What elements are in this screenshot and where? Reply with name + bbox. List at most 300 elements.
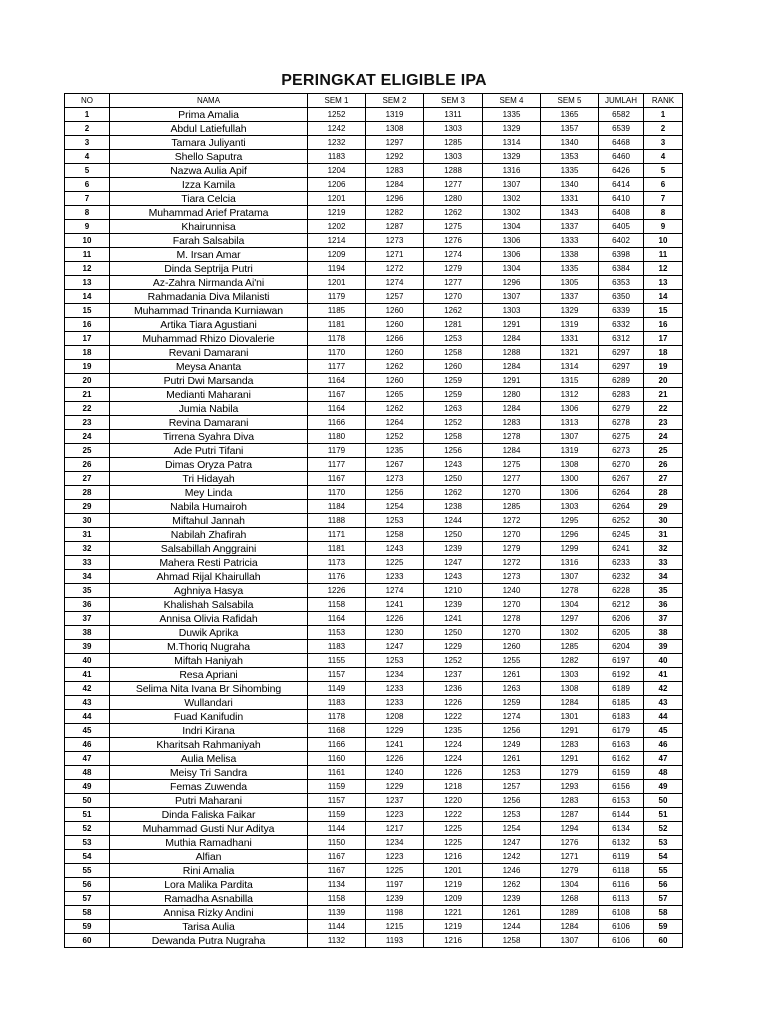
- cell-sem4: 1246: [483, 864, 541, 878]
- cell-sem3: 1219: [424, 878, 483, 892]
- cell-sem5: 1289: [541, 906, 599, 920]
- cell-sem5: 1302: [541, 626, 599, 640]
- cell-sem2: 1226: [366, 752, 424, 766]
- cell-no: 58: [65, 906, 110, 920]
- cell-no: 37: [65, 612, 110, 626]
- cell-nama: Muhammad Arief Pratama: [110, 206, 308, 220]
- header-sem1: SEM 1: [308, 94, 366, 108]
- cell-rank: 56: [644, 878, 683, 892]
- cell-sem1: 1180: [308, 430, 366, 444]
- cell-jumlah: 6206: [599, 612, 644, 626]
- cell-jumlah: 6384: [599, 262, 644, 276]
- cell-rank: 21: [644, 388, 683, 402]
- cell-jumlah: 6205: [599, 626, 644, 640]
- cell-sem3: 1250: [424, 472, 483, 486]
- table-row: [65, 542, 683, 556]
- cell-rank: 22: [644, 402, 683, 416]
- cell-sem3: 1239: [424, 598, 483, 612]
- cell-rank: 7: [644, 192, 683, 206]
- cell-no: 55: [65, 864, 110, 878]
- cell-no: 31: [65, 528, 110, 542]
- cell-sem2: 1253: [366, 514, 424, 528]
- cell-jumlah: 6468: [599, 136, 644, 150]
- cell-sem4: 1258: [483, 934, 541, 948]
- cell-no: 11: [65, 248, 110, 262]
- header-rank: RANK: [644, 94, 683, 108]
- cell-sem1: 1164: [308, 402, 366, 416]
- cell-no: 41: [65, 668, 110, 682]
- cell-no: 27: [65, 472, 110, 486]
- table-row: [65, 850, 683, 864]
- cell-rank: 28: [644, 486, 683, 500]
- cell-sem3: 1244: [424, 514, 483, 528]
- table-row: [65, 584, 683, 598]
- cell-no: 15: [65, 304, 110, 318]
- cell-rank: 23: [644, 416, 683, 430]
- cell-nama: Dimas Oryza Patra: [110, 458, 308, 472]
- cell-sem2: 1256: [366, 486, 424, 500]
- cell-no: 1: [65, 108, 110, 122]
- cell-no: 7: [65, 192, 110, 206]
- cell-no: 6: [65, 178, 110, 192]
- table-row: [65, 696, 683, 710]
- cell-sem5: 1307: [541, 934, 599, 948]
- cell-sem3: 1219: [424, 920, 483, 934]
- table-row: [65, 528, 683, 542]
- cell-rank: 24: [644, 430, 683, 444]
- cell-sem4: 1262: [483, 878, 541, 892]
- cell-nama: Dinda Septrija Putri: [110, 262, 308, 276]
- cell-sem2: 1208: [366, 710, 424, 724]
- cell-rank: 41: [644, 668, 683, 682]
- cell-rank: 47: [644, 752, 683, 766]
- cell-rank: 29: [644, 500, 683, 514]
- cell-sem5: 1329: [541, 304, 599, 318]
- table-row: [65, 248, 683, 262]
- cell-sem2: 1260: [366, 346, 424, 360]
- cell-nama: Muthia Ramadhani: [110, 836, 308, 850]
- cell-sem5: 1365: [541, 108, 599, 122]
- cell-sem5: 1308: [541, 682, 599, 696]
- cell-nama: Muhammad Trinanda Kurniawan: [110, 304, 308, 318]
- cell-no: 25: [65, 444, 110, 458]
- cell-sem4: 1296: [483, 276, 541, 290]
- cell-jumlah: 6339: [599, 304, 644, 318]
- cell-sem1: 1209: [308, 248, 366, 262]
- cell-jumlah: 6267: [599, 472, 644, 486]
- cell-rank: 17: [644, 332, 683, 346]
- cell-nama: Ramadha Asnabilla: [110, 892, 308, 906]
- cell-rank: 34: [644, 570, 683, 584]
- cell-sem4: 1306: [483, 234, 541, 248]
- table-row: [65, 920, 683, 934]
- cell-sem2: 1273: [366, 472, 424, 486]
- cell-sem5: 1300: [541, 472, 599, 486]
- cell-sem2: 1237: [366, 794, 424, 808]
- cell-nama: Farah Salsabila: [110, 234, 308, 248]
- cell-sem5: 1319: [541, 444, 599, 458]
- cell-sem2: 1240: [366, 766, 424, 780]
- cell-no: 19: [65, 360, 110, 374]
- header-no: NO: [65, 94, 110, 108]
- cell-sem3: 1236: [424, 682, 483, 696]
- cell-sem3: 1280: [424, 192, 483, 206]
- cell-no: 30: [65, 514, 110, 528]
- cell-sem5: 1282: [541, 654, 599, 668]
- cell-nama: Aulia Melisa: [110, 752, 308, 766]
- table-row: [65, 612, 683, 626]
- cell-sem5: 1319: [541, 318, 599, 332]
- cell-nama: Khalishah Salsabila: [110, 598, 308, 612]
- cell-sem1: 1144: [308, 920, 366, 934]
- table-row: [65, 346, 683, 360]
- cell-sem4: 1335: [483, 108, 541, 122]
- cell-nama: Indri Kirana: [110, 724, 308, 738]
- cell-sem5: 1316: [541, 556, 599, 570]
- table-row: [65, 472, 683, 486]
- cell-sem1: 1167: [308, 472, 366, 486]
- cell-rank: 11: [644, 248, 683, 262]
- cell-sem2: 1265: [366, 388, 424, 402]
- cell-jumlah: 6159: [599, 766, 644, 780]
- cell-sem4: 1273: [483, 570, 541, 584]
- cell-jumlah: 6273: [599, 444, 644, 458]
- cell-no: 45: [65, 724, 110, 738]
- cell-nama: Femas Zuwenda: [110, 780, 308, 794]
- table-row: [65, 164, 683, 178]
- cell-jumlah: 6279: [599, 402, 644, 416]
- cell-sem5: 1337: [541, 290, 599, 304]
- cell-sem3: 1247: [424, 556, 483, 570]
- cell-jumlah: 6197: [599, 654, 644, 668]
- cell-jumlah: 6460: [599, 150, 644, 164]
- cell-no: 33: [65, 556, 110, 570]
- cell-rank: 48: [644, 766, 683, 780]
- cell-sem4: 1256: [483, 794, 541, 808]
- cell-sem1: 1184: [308, 500, 366, 514]
- cell-sem2: 1287: [366, 220, 424, 234]
- cell-sem2: 1283: [366, 164, 424, 178]
- cell-no: 47: [65, 752, 110, 766]
- cell-sem5: 1307: [541, 570, 599, 584]
- cell-no: 44: [65, 710, 110, 724]
- cell-no: 8: [65, 206, 110, 220]
- cell-no: 59: [65, 920, 110, 934]
- cell-sem5: 1331: [541, 192, 599, 206]
- cell-nama: Prima Amalia: [110, 108, 308, 122]
- cell-jumlah: 6252: [599, 514, 644, 528]
- cell-rank: 19: [644, 360, 683, 374]
- cell-jumlah: 6185: [599, 696, 644, 710]
- cell-sem4: 1254: [483, 822, 541, 836]
- cell-sem4: 1329: [483, 122, 541, 136]
- cell-nama: Tamara Juliyanti: [110, 136, 308, 150]
- table-row: [65, 416, 683, 430]
- cell-sem3: 1222: [424, 710, 483, 724]
- cell-sem2: 1284: [366, 178, 424, 192]
- cell-rank: 20: [644, 374, 683, 388]
- cell-sem3: 1279: [424, 262, 483, 276]
- cell-sem4: 1272: [483, 556, 541, 570]
- cell-sem1: 1161: [308, 766, 366, 780]
- cell-jumlah: 6228: [599, 584, 644, 598]
- table-row: [65, 332, 683, 346]
- cell-sem2: 1243: [366, 542, 424, 556]
- cell-sem2: 1230: [366, 626, 424, 640]
- cell-sem3: 1285: [424, 136, 483, 150]
- cell-sem4: 1239: [483, 892, 541, 906]
- cell-sem4: 1288: [483, 346, 541, 360]
- cell-sem3: 1274: [424, 248, 483, 262]
- cell-rank: 12: [644, 262, 683, 276]
- cell-sem1: 1164: [308, 374, 366, 388]
- cell-nama: Dinda Faliska Faikar: [110, 808, 308, 822]
- cell-sem4: 1307: [483, 290, 541, 304]
- cell-nama: Resa Apriani: [110, 668, 308, 682]
- cell-sem1: 1201: [308, 276, 366, 290]
- cell-sem1: 1132: [308, 934, 366, 948]
- cell-sem3: 1243: [424, 570, 483, 584]
- cell-jumlah: 6245: [599, 528, 644, 542]
- cell-sem5: 1353: [541, 150, 599, 164]
- cell-sem4: 1255: [483, 654, 541, 668]
- cell-sem5: 1304: [541, 598, 599, 612]
- cell-sem1: 1183: [308, 696, 366, 710]
- table-row: [65, 402, 683, 416]
- cell-sem5: 1268: [541, 892, 599, 906]
- cell-sem1: 1202: [308, 220, 366, 234]
- table-row: [65, 892, 683, 906]
- cell-nama: Duwik Aprika: [110, 626, 308, 640]
- cell-nama: Tiara Celcia: [110, 192, 308, 206]
- cell-no: 16: [65, 318, 110, 332]
- cell-sem4: 1261: [483, 752, 541, 766]
- cell-sem3: 1221: [424, 906, 483, 920]
- cell-sem2: 1217: [366, 822, 424, 836]
- cell-jumlah: 6353: [599, 276, 644, 290]
- cell-sem2: 1272: [366, 262, 424, 276]
- cell-rank: 16: [644, 318, 683, 332]
- cell-sem3: 1252: [424, 416, 483, 430]
- cell-sem4: 1329: [483, 150, 541, 164]
- cell-sem5: 1343: [541, 206, 599, 220]
- cell-sem5: 1278: [541, 584, 599, 598]
- cell-sem5: 1301: [541, 710, 599, 724]
- table-row: [65, 150, 683, 164]
- cell-sem1: 1158: [308, 598, 366, 612]
- cell-sem4: 1279: [483, 542, 541, 556]
- cell-jumlah: 6192: [599, 668, 644, 682]
- cell-rank: 4: [644, 150, 683, 164]
- cell-sem5: 1331: [541, 332, 599, 346]
- cell-sem1: 1214: [308, 234, 366, 248]
- cell-nama: Izza Kamila: [110, 178, 308, 192]
- cell-sem2: 1234: [366, 836, 424, 850]
- cell-sem4: 1278: [483, 612, 541, 626]
- cell-no: 17: [65, 332, 110, 346]
- cell-no: 39: [65, 640, 110, 654]
- cell-nama: Meisy Tri Sandra: [110, 766, 308, 780]
- cell-no: 20: [65, 374, 110, 388]
- cell-jumlah: 6232: [599, 570, 644, 584]
- cell-sem2: 1258: [366, 528, 424, 542]
- cell-jumlah: 6297: [599, 360, 644, 374]
- table-row: [65, 878, 683, 892]
- cell-sem1: 1167: [308, 850, 366, 864]
- cell-sem1: 1181: [308, 542, 366, 556]
- cell-sem5: 1297: [541, 612, 599, 626]
- cell-jumlah: 6402: [599, 234, 644, 248]
- cell-jumlah: 6233: [599, 556, 644, 570]
- cell-sem5: 1321: [541, 346, 599, 360]
- cell-sem3: 1210: [424, 584, 483, 598]
- cell-sem5: 1307: [541, 430, 599, 444]
- cell-nama: Revina Damarani: [110, 416, 308, 430]
- cell-sem3: 1259: [424, 388, 483, 402]
- cell-jumlah: 6350: [599, 290, 644, 304]
- cell-rank: 37: [644, 612, 683, 626]
- cell-sem1: 1164: [308, 612, 366, 626]
- cell-jumlah: 6204: [599, 640, 644, 654]
- cell-sem3: 1209: [424, 892, 483, 906]
- cell-nama: Lora Malika Pardita: [110, 878, 308, 892]
- cell-jumlah: 6278: [599, 416, 644, 430]
- cell-sem1: 1157: [308, 668, 366, 682]
- cell-sem1: 1157: [308, 794, 366, 808]
- cell-jumlah: 6297: [599, 346, 644, 360]
- cell-sem3: 1270: [424, 290, 483, 304]
- cell-jumlah: 6332: [599, 318, 644, 332]
- cell-rank: 55: [644, 864, 683, 878]
- cell-sem4: 1253: [483, 766, 541, 780]
- cell-sem2: 1197: [366, 878, 424, 892]
- cell-nama: Dewanda Putra Nugraha: [110, 934, 308, 948]
- cell-jumlah: 6264: [599, 500, 644, 514]
- table-row: [65, 766, 683, 780]
- cell-sem5: 1296: [541, 528, 599, 542]
- cell-sem1: 1158: [308, 892, 366, 906]
- cell-sem3: 1220: [424, 794, 483, 808]
- cell-no: 32: [65, 542, 110, 556]
- cell-nama: Muhammad Gusti Nur Aditya: [110, 822, 308, 836]
- table-row: [65, 864, 683, 878]
- table-row: [65, 626, 683, 640]
- cell-jumlah: 6156: [599, 780, 644, 794]
- cell-sem4: 1284: [483, 332, 541, 346]
- cell-sem3: 1262: [424, 486, 483, 500]
- cell-sem3: 1281: [424, 318, 483, 332]
- cell-sem1: 1183: [308, 150, 366, 164]
- cell-sem5: 1306: [541, 402, 599, 416]
- cell-no: 13: [65, 276, 110, 290]
- cell-sem4: 1302: [483, 192, 541, 206]
- cell-sem3: 1216: [424, 850, 483, 864]
- cell-jumlah: 6426: [599, 164, 644, 178]
- cell-nama: Nabilah Zhafirah: [110, 528, 308, 542]
- cell-sem2: 1273: [366, 234, 424, 248]
- cell-sem5: 1285: [541, 640, 599, 654]
- cell-sem3: 1276: [424, 234, 483, 248]
- cell-sem3: 1241: [424, 612, 483, 626]
- cell-rank: 58: [644, 906, 683, 920]
- table-row: [65, 640, 683, 654]
- table-row: [65, 752, 683, 766]
- cell-sem2: 1241: [366, 738, 424, 752]
- cell-no: 40: [65, 654, 110, 668]
- cell-nama: Annisa Olivia Rafidah: [110, 612, 308, 626]
- cell-sem4: 1257: [483, 780, 541, 794]
- cell-sem3: 1252: [424, 654, 483, 668]
- cell-sem5: 1340: [541, 178, 599, 192]
- table-row: [65, 220, 683, 234]
- cell-nama: Tarisa Aulia: [110, 920, 308, 934]
- cell-sem5: 1293: [541, 780, 599, 794]
- cell-sem1: 1166: [308, 416, 366, 430]
- cell-sem2: 1260: [366, 304, 424, 318]
- cell-sem2: 1282: [366, 206, 424, 220]
- cell-sem5: 1299: [541, 542, 599, 556]
- cell-sem3: 1250: [424, 626, 483, 640]
- cell-jumlah: 6153: [599, 794, 644, 808]
- cell-rank: 31: [644, 528, 683, 542]
- cell-sem2: 1297: [366, 136, 424, 150]
- cell-sem1: 1178: [308, 332, 366, 346]
- cell-sem4: 1261: [483, 906, 541, 920]
- cell-sem4: 1270: [483, 528, 541, 542]
- cell-rank: 18: [644, 346, 683, 360]
- cell-sem1: 1242: [308, 122, 366, 136]
- cell-sem2: 1292: [366, 150, 424, 164]
- cell-sem4: 1291: [483, 318, 541, 332]
- cell-rank: 45: [644, 724, 683, 738]
- cell-nama: M.Thoriq Nugraha: [110, 640, 308, 654]
- cell-sem1: 1188: [308, 514, 366, 528]
- cell-sem4: 1259: [483, 696, 541, 710]
- cell-sem2: 1225: [366, 864, 424, 878]
- cell-rank: 33: [644, 556, 683, 570]
- cell-rank: 13: [644, 276, 683, 290]
- cell-sem1: 1179: [308, 290, 366, 304]
- cell-no: 29: [65, 500, 110, 514]
- cell-jumlah: 6132: [599, 836, 644, 850]
- cell-sem3: 1218: [424, 780, 483, 794]
- table-row: [65, 430, 683, 444]
- cell-jumlah: 6106: [599, 934, 644, 948]
- cell-no: 12: [65, 262, 110, 276]
- cell-sem4: 1278: [483, 430, 541, 444]
- cell-jumlah: 6144: [599, 808, 644, 822]
- cell-sem1: 1206: [308, 178, 366, 192]
- cell-sem4: 1270: [483, 598, 541, 612]
- cell-sem5: 1340: [541, 136, 599, 150]
- table-row: [65, 710, 683, 724]
- cell-rank: 59: [644, 920, 683, 934]
- cell-rank: 9: [644, 220, 683, 234]
- ranking-table: [64, 93, 683, 948]
- cell-sem1: 1159: [308, 780, 366, 794]
- cell-no: 57: [65, 892, 110, 906]
- cell-rank: 5: [644, 164, 683, 178]
- cell-sem5: 1338: [541, 248, 599, 262]
- cell-sem3: 1303: [424, 122, 483, 136]
- cell-no: 42: [65, 682, 110, 696]
- cell-sem3: 1238: [424, 500, 483, 514]
- cell-jumlah: 6275: [599, 430, 644, 444]
- cell-sem4: 1284: [483, 444, 541, 458]
- table-row: [65, 808, 683, 822]
- cell-rank: 8: [644, 206, 683, 220]
- cell-jumlah: 6163: [599, 738, 644, 752]
